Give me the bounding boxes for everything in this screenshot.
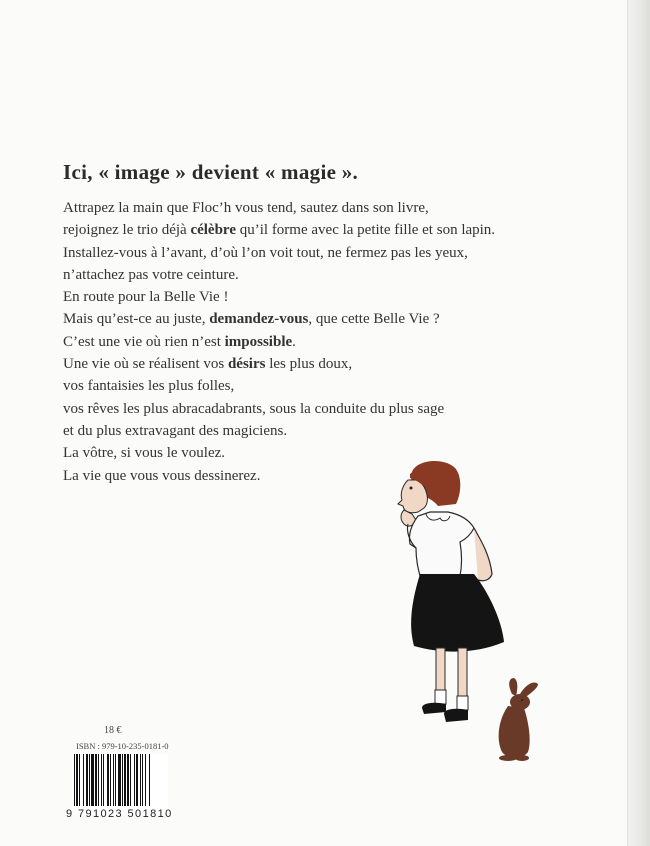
text-run: vos rêves les plus abracadabrants, sous la conduite du plus sage	[63, 400, 445, 417]
text-run: La vie que vous vous dessinerez.	[63, 467, 261, 484]
headline: Ici, « image » devient « magie ».	[63, 160, 359, 184]
bold-word: demandez-vous	[209, 311, 309, 328]
text-run: En route pour la Belle Vie !	[63, 289, 229, 306]
barcode-bar	[118, 754, 121, 806]
isbn: ISBN : 979-10-235-0181-0	[76, 741, 169, 751]
blurb-line	[63, 264, 495, 286]
rabbit-illustration	[486, 676, 548, 764]
blurb-line	[63, 286, 495, 308]
text-run: La vôtre, si vous le voulez.	[63, 445, 226, 462]
barcode-bar	[140, 754, 141, 806]
blurb-line	[63, 353, 495, 375]
text-run: vos fantaisies les plus folles,	[63, 378, 235, 395]
barcode-bar	[136, 754, 138, 806]
barcode-bars	[72, 754, 168, 808]
text-run: et du plus extravagant des magiciens.	[63, 422, 288, 439]
barcode-bar	[113, 754, 114, 806]
text-run: Installez-vous à l’avant, d’où l’on voit tout, ne fermez pas les yeux,	[63, 244, 468, 261]
barcode-bar	[145, 754, 146, 806]
blurb-paragraph	[63, 197, 495, 487]
barcode-bar	[91, 754, 94, 806]
barcode-bar	[142, 754, 143, 806]
text-run: .	[292, 333, 296, 350]
blurb-line	[63, 308, 495, 330]
text-run: rejoignez le trio déjà	[63, 222, 191, 239]
text-run: n’attachez pas votre ceinture.	[63, 266, 239, 283]
bold-word: impossible	[224, 333, 293, 350]
barcode-bar	[149, 754, 150, 806]
barcode-bar	[115, 754, 116, 806]
blurb-line	[63, 375, 495, 397]
barcode	[72, 754, 168, 815]
barcode-bar	[95, 754, 97, 806]
blurb-line	[63, 242, 495, 264]
barcode-bar	[74, 754, 75, 806]
barcode-bar	[110, 754, 111, 806]
text-run: qu’il forme avec la petite fille et son lapin.	[235, 222, 496, 239]
blurb-line	[63, 420, 495, 442]
barcode-bar	[130, 754, 131, 806]
barcode-bar	[98, 754, 99, 806]
text-run: Mais qu’est-ce au juste,	[63, 311, 210, 328]
barcode-bar	[127, 754, 129, 806]
blurb-line	[63, 197, 495, 219]
blurb-line	[63, 331, 495, 353]
barcode-digits: 9 791023 501810	[66, 808, 173, 820]
blurb-line	[63, 398, 495, 420]
barcode-bar	[86, 754, 88, 806]
text-run: , que cette Belle Vie ?	[308, 311, 440, 328]
text-run: C’est une vie où rien n’est	[63, 333, 225, 350]
text-run: Une vie où se réalisent vos	[63, 356, 228, 373]
price: 18 €	[104, 725, 122, 736]
barcode-bar	[89, 754, 90, 806]
bold-word: célèbre	[190, 222, 236, 239]
barcode-bar	[83, 754, 84, 806]
text-run: les plus doux,	[265, 356, 353, 373]
barcode-bar	[122, 754, 123, 806]
barcode-bar	[103, 754, 104, 806]
barcode-bar	[76, 754, 78, 806]
text-run: Attrapez la main que Floc’h vous tend, sautez dans son livre,	[63, 200, 429, 216]
barcode-bar	[101, 754, 102, 806]
bold-word: désirs	[227, 356, 266, 373]
blurb-line	[63, 219, 495, 241]
barcode-bar	[134, 754, 135, 806]
book-spine-edge	[627, 0, 650, 846]
barcode-bar	[107, 754, 109, 806]
barcode-bar	[79, 754, 80, 806]
barcode-bar	[124, 754, 126, 806]
